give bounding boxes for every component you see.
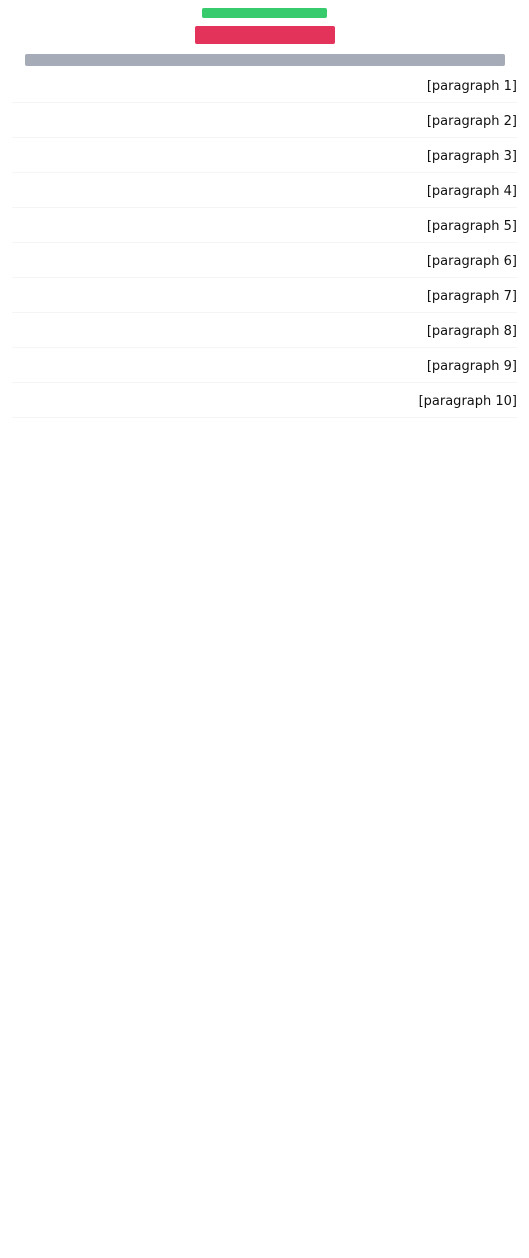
paragraph: [paragraph 5]	[12, 216, 517, 243]
paragraph: [paragraph 2]	[12, 111, 517, 138]
author-line	[25, 54, 505, 66]
paragraph: [paragraph 4]	[12, 181, 517, 208]
source-title	[202, 8, 327, 18]
page-title	[195, 26, 335, 44]
header	[12, 8, 517, 66]
paragraph: [paragraph 6]	[12, 251, 517, 278]
paragraph: [paragraph 3]	[12, 146, 517, 173]
article-body	[12, 76, 517, 418]
paragraph: [paragraph 10]	[12, 391, 517, 418]
paragraph: [paragraph 9]	[12, 356, 517, 383]
paragraph: [paragraph 8]	[12, 321, 517, 348]
paragraph: [paragraph 1]	[12, 76, 517, 103]
paragraph: [paragraph 7]	[12, 286, 517, 313]
